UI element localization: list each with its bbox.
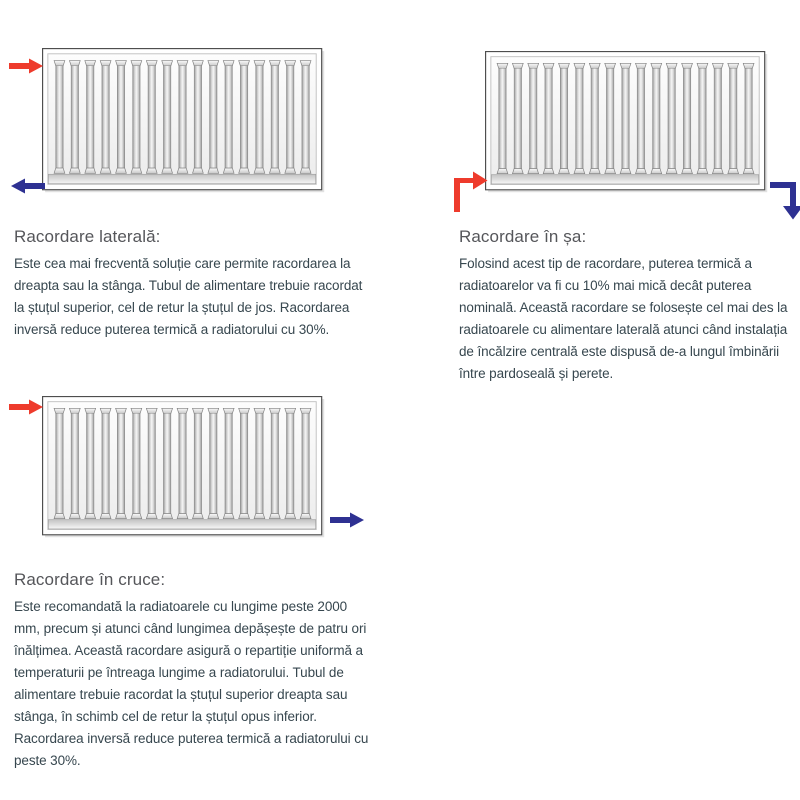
radiator-illustration-in-cruce	[42, 396, 325, 538]
return-arrow-icon	[770, 178, 800, 220]
section-heading-laterala: Racordare laterală:	[14, 227, 161, 246]
supply-arrow-icon	[9, 58, 44, 74]
section-heading-in-cruce: Racordare în cruce:	[14, 570, 166, 589]
return-arrow-icon	[330, 512, 365, 528]
section-heading-in-sa: Racordare în șa:	[459, 227, 587, 246]
section-body-laterala: Este cea mai frecventă soluție care permite racordarea la dreapta sau la stânga. Tubul de alimentare trebuie racordat la ștuțul superior, cel de retur la ștuțul de jos. Racordarea inversă reduce puterea termică a radiatorului cu 30%.	[14, 256, 363, 337]
section-body-in-cruce: Este recomandată la radiatoarele cu lungime peste 2000 mm, precum și atunci când lungimea depășește de patru ori înălțimea. Această racordare asigură o repartiție uniformă a temperaturii pe întreaga lungime a radiatorului. Tubul de alimentare trebuie racordat la ștuțul superior dreapta sau stânga, în schimb cel de retur la ștuțul opus inferior. Racordarea inversă reduce puterea termică a radiatorului cu peste 30%.	[14, 599, 369, 768]
return-arrow-icon	[10, 178, 45, 194]
radiator-illustration-laterala	[42, 48, 325, 193]
supply-arrow-icon	[450, 168, 488, 212]
radiator-illustration-in-sa	[485, 51, 768, 193]
section-body-in-sa: Folosind acest tip de racordare, puterea termică a radiatoarelor va fi cu 10% mai mică decât puterea nominală. Această racordare se folosește cel mai des la radiatoarele cu alimentare laterală atunci când instalația de încălzire centrală este dispusă de-a lungul îmbinării între pardoseală și perete.	[459, 256, 788, 381]
supply-arrow-icon	[9, 399, 44, 415]
